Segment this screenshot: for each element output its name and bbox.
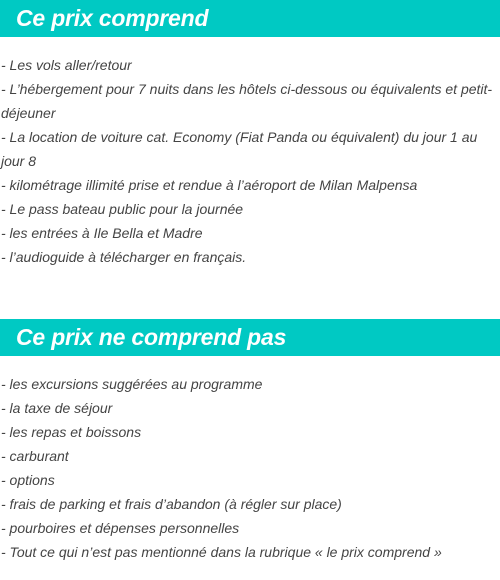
list-item: - L’hébergement pour 7 nuits dans les hôtels ci-dessous ou équivalents et petit-déjeuner [1, 81, 493, 121]
list-item: - Les vols aller/retour [1, 57, 132, 73]
list-item: - pourboires et dépenses personnelles [1, 520, 240, 536]
list-item: - les entrées à Ile Bella et Madre [1, 225, 203, 241]
list-item: - l’audioguide à télécharger en français. [1, 249, 247, 265]
included-section [0, 0, 500, 269]
list-item: - les repas et boissons [1, 424, 142, 440]
list-item: - Le pass bateau public pour la journée [1, 201, 244, 217]
excluded-list [0, 372, 500, 564]
list-item: - options [1, 472, 55, 488]
list-item: - La location de voiture cat. Economy (Fiat Panda ou équivalent) du jour 1 au jour 8 [1, 129, 478, 169]
included-heading: Ce prix comprend [0, 0, 500, 37]
list-item: - la taxe de séjour [1, 400, 113, 416]
list-item: - les excursions suggérées au programme [1, 376, 263, 392]
excluded-section [0, 319, 500, 564]
excluded-heading: Ce prix ne comprend pas [0, 319, 500, 356]
list-item: - Tout ce qui n’est pas mentionné dans la rubrique « le prix comprend » [1, 544, 442, 560]
included-list [0, 53, 500, 269]
list-item: - carburant [1, 448, 69, 464]
list-item: - kilométrage illimité prise et rendue à l’aéroport de Milan Malpensa [1, 177, 418, 193]
list-item: - frais de parking et frais d’abandon (à régler sur place) [1, 496, 342, 512]
